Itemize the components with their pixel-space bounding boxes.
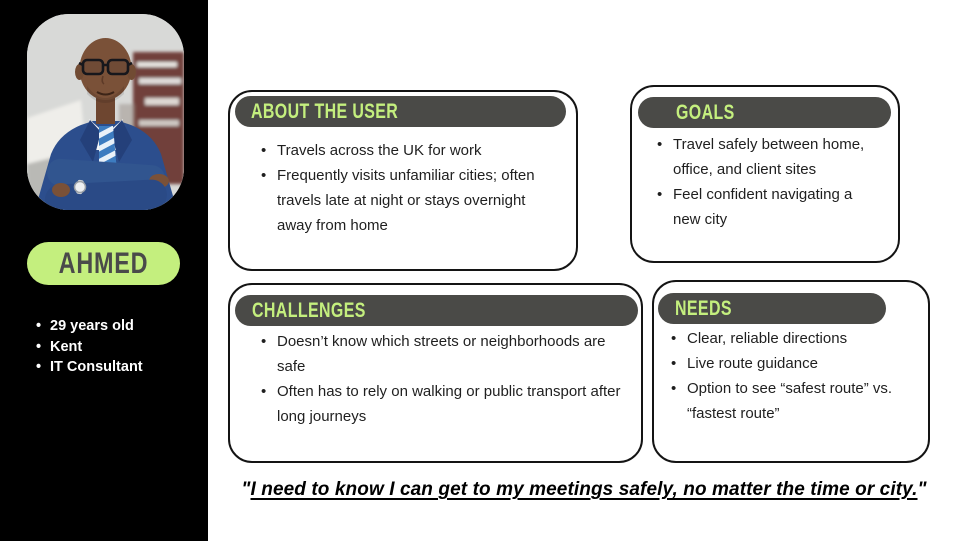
card-about-header-pill — [235, 96, 566, 127]
card-challenges-bullets — [260, 329, 622, 429]
quote-open-mark: " — [241, 479, 251, 500]
card-needs-bullets — [670, 326, 920, 426]
card-about-title: ABOUT THE USER — [251, 99, 399, 123]
card-goals-bullets — [656, 132, 880, 232]
bullet-item: • Frequently visits unfamiliar cities; often travels late at night or stays overnight away from home — [260, 163, 562, 238]
card-needs-header-pill — [658, 293, 886, 324]
bullet-item: • Feel confident navigating a new city — [656, 182, 880, 232]
card-goals-header-pill — [638, 97, 891, 128]
persona-photo — [27, 14, 184, 210]
card-challenges — [228, 283, 643, 463]
card-goals-title: GOALS — [676, 100, 735, 124]
card-needs-title: NEEDS — [675, 296, 732, 320]
quote-close-mark: " — [917, 479, 927, 500]
card-about-bullets — [260, 138, 562, 238]
bullet-item: • Travel safely between home, office, and client sites — [656, 132, 880, 182]
persona-photo-illustration — [27, 14, 184, 210]
bullet-item: • IT Consultant — [36, 357, 143, 378]
card-needs — [652, 280, 930, 463]
persona-quote — [208, 479, 960, 501]
card-challenges-header-pill — [235, 295, 638, 326]
bullet-item: • Option to see “safest route” vs. “fastest route” — [670, 376, 920, 426]
bullet-item: • Doesn’t know which streets or neighborhoods are safe — [260, 329, 622, 379]
card-about-the-user — [228, 90, 578, 271]
card-goals — [630, 85, 900, 263]
persona-details-list — [36, 316, 143, 378]
bullet-item: • Travels across the UK for work — [260, 138, 562, 163]
persona-name-pill — [27, 242, 180, 285]
bullet-item: • Live route guidance — [670, 351, 920, 376]
bullet-item: • Clear, reliable directions — [670, 326, 920, 351]
sidebar — [0, 0, 208, 541]
bullet-item: • 29 years old — [36, 316, 143, 337]
bullet-item: • Often has to rely on walking or public transport after long journeys — [260, 379, 622, 429]
quote-text: I need to know I can get to my meetings safely, no matter the time or city. — [250, 479, 918, 500]
card-challenges-title: CHALLENGES — [252, 298, 366, 322]
persona-name: AHMED — [58, 246, 149, 280]
bullet-item: • Kent — [36, 337, 143, 358]
